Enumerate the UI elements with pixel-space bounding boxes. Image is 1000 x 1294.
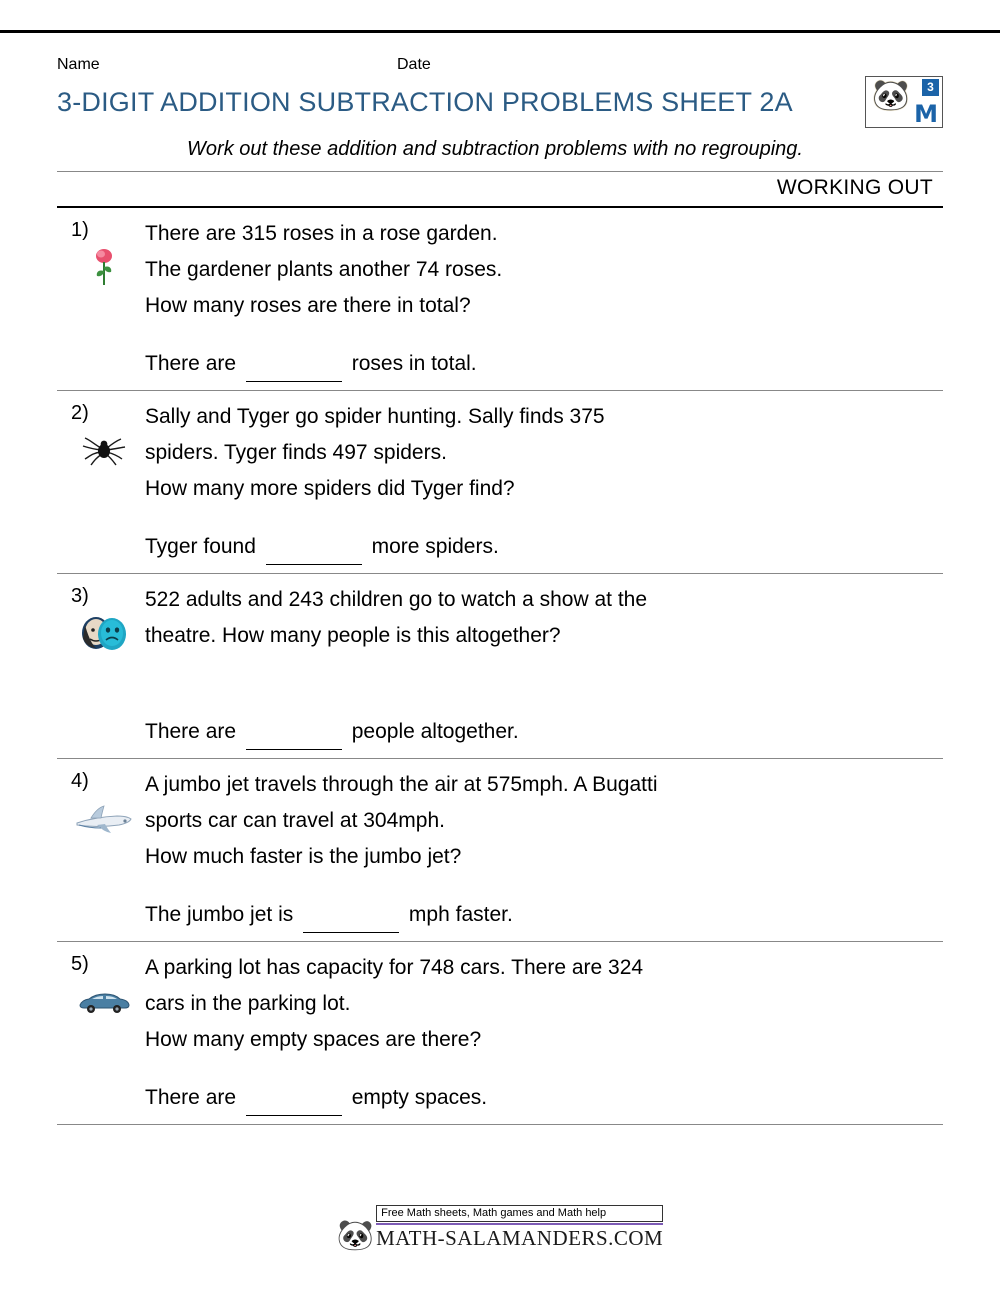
- date-label: Date: [397, 56, 431, 73]
- problem-1-line-2: The gardener plants another 74 roses.: [145, 258, 503, 281]
- problem-4: [57, 759, 943, 941]
- title-row: [57, 79, 943, 128]
- problem-1-answer-suffix: roses in total.: [351, 352, 477, 375]
- problem-2-body: [145, 399, 943, 565]
- footer-inner: [337, 1205, 663, 1251]
- problem-3-number: 3): [71, 585, 89, 607]
- problem-4-line-2: sports car can travel at 304mph.: [145, 809, 445, 832]
- car-icon: [57, 978, 145, 1024]
- working-out-bar: [57, 172, 943, 206]
- problem-1: [57, 208, 943, 390]
- problem-5-answer-line: [145, 1080, 943, 1116]
- problem-3: [57, 574, 943, 758]
- problem-3-body: [145, 582, 943, 750]
- problem-4-number: 4): [71, 770, 89, 792]
- airplane-icon: [57, 795, 145, 841]
- grade-badge: 3: [922, 79, 939, 96]
- m-glyph-icon: M: [914, 100, 938, 128]
- problem-4-answer-line: [145, 897, 943, 933]
- problem-1-answer-prefix: There are: [145, 352, 237, 375]
- problem-4-answer-blank[interactable]: [303, 911, 399, 933]
- working-out-label: WORKING OUT: [776, 176, 933, 199]
- problem-4-spacer: [145, 875, 943, 897]
- problem-5-gutter: [57, 950, 145, 1116]
- page-title: 3-DIGIT ADDITION SUBTRACTION PROBLEMS SHEET 2A: [57, 87, 793, 117]
- problem-2-line-2: spiders. Tyger finds 497 spiders.: [145, 441, 447, 464]
- problem-2-spacer: [145, 507, 943, 529]
- math-salamanders-logo: [865, 76, 943, 128]
- problem-4-gutter: [57, 767, 145, 933]
- problem-3-answer-blank[interactable]: [246, 728, 342, 750]
- page-subtitle: Work out these addition and subtraction problems with no regrouping.: [187, 138, 803, 160]
- problem-2-number: 2): [71, 402, 89, 424]
- problem-1-line-1: There are 315 roses in a rose garden.: [145, 222, 498, 245]
- worksheet-page: [0, 30, 1000, 1125]
- problem-3-gutter: [57, 582, 145, 750]
- problem-3-answer-line: [145, 714, 943, 750]
- theatre-masks-icon: [57, 610, 145, 656]
- problem-4-answer-prefix: The jumbo jet is: [145, 903, 294, 926]
- problem-1-gutter: [57, 216, 145, 382]
- footer-site[interactable]: MATH-SALAMANDERS.COM: [376, 1223, 663, 1251]
- problem-3-answer-prefix: There are: [145, 720, 237, 743]
- salamander-icon: 🐼: [872, 79, 910, 112]
- problem-4-line-1: A jumbo jet travels through the air at 575mph. A Bugatti: [145, 773, 658, 796]
- problem-5-line-2: cars in the parking lot.: [145, 992, 351, 1015]
- salamander-footer-icon: 🐼: [336, 1218, 375, 1253]
- problem-5-line-3: How many empty spaces are there?: [145, 1028, 482, 1051]
- problem-4-answer-suffix: mph faster.: [408, 903, 513, 926]
- problem-2-answer-prefix: Tyger found: [145, 535, 256, 558]
- problem-3-line-1: 522 adults and 243 children go to watch a show at the: [145, 588, 648, 611]
- problem-2-answer-suffix: more spiders.: [371, 535, 499, 558]
- problem-2-gutter: [57, 399, 145, 565]
- problem-1-body: [145, 216, 943, 382]
- name-label: Name: [57, 56, 100, 73]
- rose-icon: [57, 244, 145, 290]
- problem-2: [57, 391, 943, 573]
- footer-tagline: Free Math sheets, Math games and Math help: [376, 1205, 663, 1222]
- problem-5-answer-prefix: There are: [145, 1086, 237, 1109]
- problem-4-line-3: How much faster is the jumbo jet?: [145, 845, 462, 868]
- spider-icon: [57, 427, 145, 473]
- divider-5: [57, 1124, 943, 1125]
- problem-5-answer-blank[interactable]: [246, 1094, 342, 1116]
- problem-5-body: [145, 950, 943, 1116]
- problem-5-answer-suffix: empty spaces.: [351, 1086, 488, 1109]
- problem-1-line-3: How many roses are there in total?: [145, 294, 471, 317]
- problem-5-line-1: A parking lot has capacity for 748 cars. There are 324: [145, 956, 644, 979]
- footer: [0, 1205, 1000, 1251]
- problem-3-answer-suffix: people altogether.: [351, 720, 519, 743]
- problem-5: [57, 942, 943, 1124]
- problem-4-body: [145, 767, 943, 933]
- problem-3-spacer: [145, 654, 943, 714]
- problem-1-answer-line: [145, 346, 943, 382]
- problem-1-answer-blank[interactable]: [246, 360, 342, 382]
- problem-3-line-2: theatre. How many people is this altogether?: [145, 624, 561, 647]
- name-date-row: [57, 56, 943, 76]
- problem-5-number: 5): [71, 953, 89, 975]
- problem-2-line-3: How many more spiders did Tyger find?: [145, 477, 515, 500]
- problem-1-spacer: [145, 324, 943, 346]
- problem-5-spacer: [145, 1058, 943, 1080]
- problem-2-answer-line: [145, 529, 943, 565]
- problem-2-line-1: Sally and Tyger go spider hunting. Sally finds 375: [145, 405, 605, 428]
- problem-1-number: 1): [71, 219, 89, 241]
- problem-2-answer-blank[interactable]: [266, 543, 362, 565]
- footer-text: [376, 1205, 663, 1251]
